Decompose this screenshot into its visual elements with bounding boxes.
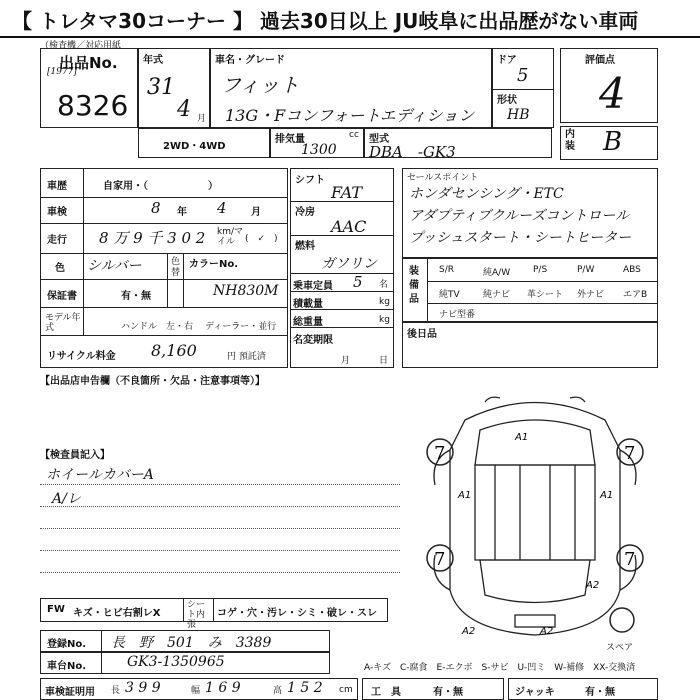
registration-label: 登録No. bbox=[47, 639, 87, 650]
damage-mark-rear-left: A2 bbox=[462, 626, 476, 637]
color-value: シルバー bbox=[87, 258, 142, 274]
spare-label: スペア bbox=[606, 643, 634, 653]
capacity-label: 乗車定員 bbox=[293, 281, 333, 292]
tools-value: 有・無 bbox=[433, 687, 463, 698]
postscript-box bbox=[402, 322, 658, 368]
inspection-month-unit: 月 bbox=[251, 207, 261, 218]
damage-mark-left-side: A1 bbox=[458, 490, 472, 501]
ac-label: 冷房 bbox=[295, 207, 315, 218]
equip-airbag: エアB bbox=[623, 290, 648, 300]
mileage-digits: 8 万 9 千 3 0 2 bbox=[99, 229, 206, 247]
displacement-box bbox=[270, 128, 364, 158]
name-box bbox=[210, 48, 492, 128]
model-code-label: 型式 bbox=[369, 134, 389, 145]
name-label: 車名・グレード bbox=[215, 55, 285, 66]
history-value: 自家用・（ ） bbox=[103, 181, 218, 192]
name-grade: 13G・Fコンフォートエディション bbox=[225, 106, 475, 125]
inspection-month: 4 bbox=[217, 199, 227, 217]
dims-length: 3 9 9 bbox=[125, 680, 161, 696]
year-month-unit: 月 bbox=[197, 114, 207, 124]
tire-front-left: 7 bbox=[434, 443, 446, 464]
score-box bbox=[560, 48, 658, 123]
dims-width-label: 幅 bbox=[191, 686, 201, 696]
fw-seat-items: コゲ・穴・汚レ・シミ・破レ・スレ bbox=[217, 608, 377, 619]
equip-leather: 革シート bbox=[527, 290, 564, 300]
shift-label: シフト bbox=[295, 175, 325, 186]
lot-number: 8326 bbox=[57, 89, 129, 122]
inspection-label: 車検 bbox=[47, 207, 67, 218]
dims-unit: cm bbox=[339, 685, 353, 695]
name-change-day: 日 bbox=[379, 356, 389, 366]
gross-label: 総重量 bbox=[293, 317, 323, 328]
equip-navi: 純ナビ bbox=[483, 290, 511, 300]
equip-ps: P/S bbox=[533, 265, 548, 275]
displacement-label: 排気量 bbox=[275, 134, 305, 145]
tools-box bbox=[362, 678, 504, 700]
banner-text: 【 トレタマ30コーナー 】 過去30日以上 JU岐阜に出品歴がない車両 bbox=[12, 9, 639, 33]
load-label: 積載量 bbox=[293, 299, 323, 310]
sales-point-2: アダプティブクルーズコントロール bbox=[409, 208, 630, 224]
chassis-box bbox=[40, 652, 330, 674]
tools-label: 工 具 bbox=[371, 687, 401, 698]
spec-table bbox=[290, 168, 394, 368]
lot-box bbox=[40, 48, 138, 128]
fw-label: FW bbox=[47, 604, 65, 615]
recycle-value: 8,160 bbox=[151, 341, 197, 360]
damage-legend: A-キズ C-腐食 E-エクボ S-サビ U-凹ミ W-補修 XX-交換済 bbox=[364, 663, 636, 673]
equipment-label: 装備品 bbox=[409, 266, 419, 305]
inspector-label: 【検査員記入】 bbox=[40, 450, 110, 461]
fuel-label: 燃料 bbox=[295, 241, 315, 252]
shape-label: 形状 bbox=[497, 95, 517, 106]
dims-height-label: 高 bbox=[273, 686, 283, 696]
jack-value: 有・無 bbox=[585, 687, 615, 698]
lot-sub: [1977] bbox=[47, 67, 77, 77]
year-box bbox=[138, 48, 210, 128]
model-type-steering: ハンドル 左・右 bbox=[121, 322, 194, 332]
equip-sr: S/R bbox=[439, 265, 454, 275]
displacement-unit: cc bbox=[349, 130, 359, 140]
gross-unit: kg bbox=[379, 315, 390, 325]
damage-mark-rear-right: A2 bbox=[586, 580, 600, 591]
dims-width: 1 6 9 bbox=[205, 680, 241, 696]
dims-label: 車検証明用 bbox=[45, 687, 95, 698]
name-model: フィット bbox=[221, 73, 300, 97]
equip-tv: 純TV bbox=[439, 290, 460, 300]
tire-front-right: 7 bbox=[624, 443, 636, 464]
capacity-value: 5 bbox=[353, 273, 363, 291]
lot-label: 出品No. bbox=[59, 54, 118, 72]
dims-height: 1 5 2 bbox=[287, 680, 323, 696]
year-month: 4 bbox=[177, 97, 191, 122]
name-change-unit: 月 bbox=[341, 356, 351, 366]
year-era: 31 bbox=[147, 75, 175, 100]
inspection-year: 8 bbox=[151, 199, 161, 217]
recycle-unit: 円 預託済 bbox=[227, 352, 266, 362]
car-diagram bbox=[410, 390, 660, 640]
tire-rear-left: 7 bbox=[434, 549, 446, 570]
damage-mark-hood: A1 bbox=[515, 432, 529, 443]
mileage-paren: ( ✓ ) bbox=[245, 234, 278, 244]
model-code-box bbox=[364, 128, 552, 161]
shift-value: FAT bbox=[331, 183, 363, 202]
chassis-label: 車台No. bbox=[47, 661, 87, 672]
equip-pw: P/W bbox=[577, 265, 595, 275]
doors-box bbox=[492, 48, 554, 128]
ac-value: AAC bbox=[331, 217, 367, 236]
model-type-label: モデル年式 bbox=[45, 313, 81, 333]
model-type-dealer: ディーラー・並行 bbox=[205, 322, 277, 332]
model-code-value: DBA -GK3 bbox=[369, 143, 456, 161]
capacity-unit: 名 bbox=[379, 280, 389, 290]
top-note: （検査機／対応用紙 bbox=[40, 41, 122, 51]
fw-box bbox=[40, 598, 388, 630]
damage-mark-rear-bumper: A2 bbox=[540, 626, 554, 637]
displacement-value: 1300 bbox=[301, 142, 337, 158]
equip-abs: ABS bbox=[623, 265, 641, 275]
load-unit: kg bbox=[379, 297, 390, 307]
seller-notes-label: 【出品店申告欄（不良箇所・欠品・注意事項等）】 bbox=[40, 376, 265, 387]
chassis-value: GK3-1350965 bbox=[127, 654, 225, 670]
recycle-label: リサイクル料金 bbox=[47, 351, 116, 362]
color-code: NH830M bbox=[213, 283, 279, 299]
detail-table bbox=[40, 168, 288, 368]
score-value: 4 bbox=[599, 69, 626, 118]
inspector-line-1: ホイールカバーA bbox=[46, 467, 154, 483]
fuel-value: ガソリン bbox=[321, 256, 377, 272]
equipment-box bbox=[402, 258, 658, 322]
score-label: 評価点 bbox=[585, 55, 615, 66]
drive-box bbox=[138, 128, 270, 158]
interior-value: B bbox=[603, 127, 623, 157]
fw-seat-label: シート内張 bbox=[187, 600, 206, 630]
sales-point-3: プッシュスタート・シートヒーター bbox=[409, 230, 632, 246]
drive-value: 2WD・4WD bbox=[163, 141, 226, 152]
equip-aw: 純A/W bbox=[483, 268, 511, 278]
jack-box bbox=[508, 678, 658, 700]
fw-items: キズ・ヒビ右割レX bbox=[73, 608, 161, 619]
damage-mark-right-side: A1 bbox=[600, 490, 614, 501]
dims-box bbox=[40, 678, 358, 700]
registration-box bbox=[40, 630, 330, 652]
jack-label: ジャッキ bbox=[515, 687, 555, 698]
color-label: 色 bbox=[55, 263, 65, 274]
tire-rear-right: 7 bbox=[624, 549, 636, 570]
sales-points-box bbox=[402, 168, 658, 258]
interior-box bbox=[560, 126, 658, 160]
warranty-value: 有・無 bbox=[121, 291, 151, 302]
equip-navi-model: ナビ型番 bbox=[439, 310, 476, 320]
warranty-label: 保証書 bbox=[47, 291, 77, 302]
doors-label: ドア bbox=[497, 55, 517, 66]
inspection-year-unit: 年 bbox=[177, 207, 187, 218]
sales-point-1: ホンダセンシング・ETC bbox=[409, 186, 564, 202]
mileage-unit: km/マイル bbox=[217, 227, 244, 247]
doors-value: 5 bbox=[517, 65, 529, 86]
banner bbox=[0, 0, 700, 38]
mileage-label: 走行 bbox=[47, 235, 67, 246]
color-change-label: 色替 bbox=[171, 257, 181, 278]
year-label: 年式 bbox=[143, 55, 163, 66]
shape-value: HB bbox=[507, 107, 530, 123]
name-change-label: 名変期限 bbox=[293, 335, 333, 346]
inspector-line-2: A/レ bbox=[52, 491, 81, 507]
registration-value: 長 野 501 み 3389 bbox=[111, 635, 272, 651]
dims-length-label: 長 bbox=[111, 686, 121, 696]
interior-label: 内装 bbox=[565, 129, 575, 152]
postscript-label: 後日品 bbox=[407, 329, 437, 340]
sales-points-label: セールスポイント bbox=[407, 173, 479, 183]
history-label: 車歴 bbox=[47, 181, 67, 192]
color-code-label: カラーNo. bbox=[189, 259, 239, 270]
equip-extnavi: 外ナビ bbox=[577, 290, 605, 300]
